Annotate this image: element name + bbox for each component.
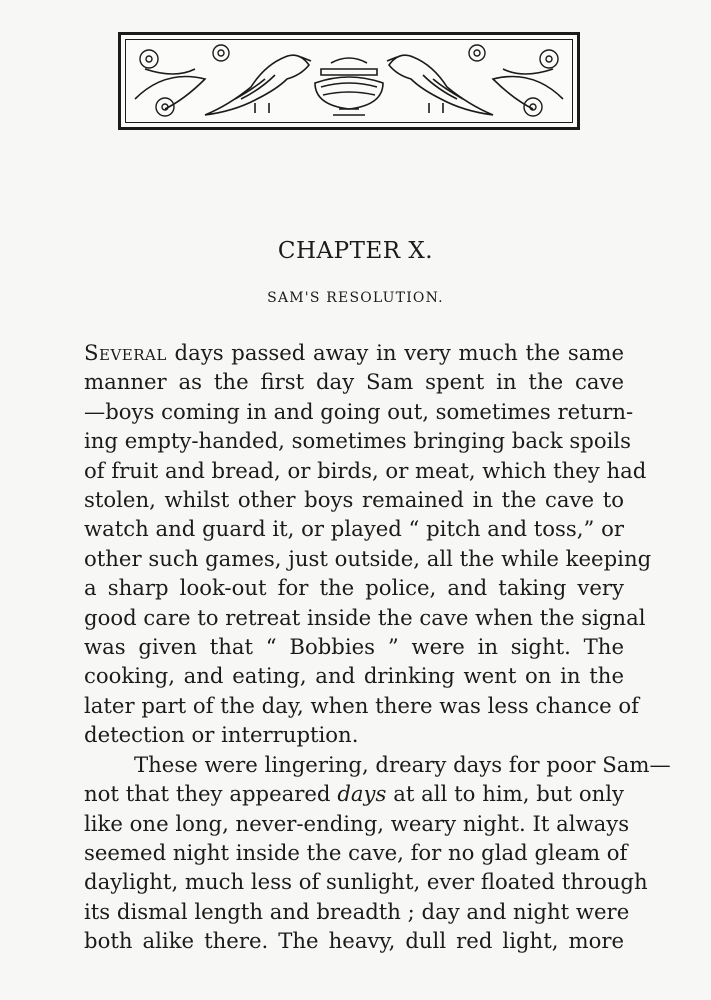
- body-text: [84, 338, 671, 956]
- paragraph-1-line: manner as the first day Sam spent in the cave: [84, 369, 624, 395]
- paragraph-1-line: ing empty-handed, sometimes bringing back spoils: [84, 428, 632, 454]
- paragraph-2-line: like one long, never-ending, weary night. It always: [84, 810, 630, 836]
- drop-lead-word: Several: [84, 340, 167, 365]
- paragraph-2-line: daylight, much less of sunlight, ever floated through: [84, 869, 648, 895]
- chapter-subtitle: SAM'S RESOLUTION.: [267, 290, 444, 306]
- paragraph-2-line-2: not that they appeared days at all to him, but only: [84, 781, 624, 807]
- paragraph-1-line: was given that “ Bobbies ” were in sight. The: [84, 634, 624, 660]
- emphasis-days: days: [337, 781, 387, 807]
- paragraph-1-line: a sharp look-out for the police, and taking very: [84, 575, 624, 601]
- chapter-title: CHAPTER X.: [277, 238, 434, 264]
- paragraph-2-line: seemed night inside the cave, for no glad gleam of: [84, 839, 628, 865]
- paragraph-1-line: watch and guard it, or played “ pitch and toss,” or: [84, 516, 624, 542]
- paragraph-1-line: stolen, whilst other boys remained in the cave to: [84, 487, 624, 513]
- paragraph-1-line: later part of the day, when there was less chance of: [84, 692, 639, 718]
- birds-and-urn-illustration: [125, 39, 573, 123]
- paragraph-1-line: good care to retreat inside the cave when the signal: [84, 604, 646, 630]
- paragraph-1-line: detection or interruption.: [84, 722, 359, 748]
- paragraph-1-line: cooking, and eating, and drinking went on in the: [84, 663, 624, 689]
- paragraph-2-line: both alike there. The heavy, dull red light, more: [84, 928, 624, 954]
- paragraph-1-line: —boys coming in and going out, sometimes return-: [84, 398, 634, 424]
- paragraph-2-line: its dismal length and breadth ; day and night were: [84, 898, 630, 924]
- paragraph-1-line: other such games, just outside, all the while keeping: [84, 545, 652, 571]
- headpiece-ornament: [118, 32, 580, 130]
- paragraph-2-line-1: These were lingering, dreary days for poor Sam—: [134, 751, 671, 777]
- paragraph-1-line-1: Several days passed away in very much the same: [84, 340, 624, 365]
- paragraph-1-line: of fruit and bread, or birds, or meat, which they had: [84, 457, 647, 483]
